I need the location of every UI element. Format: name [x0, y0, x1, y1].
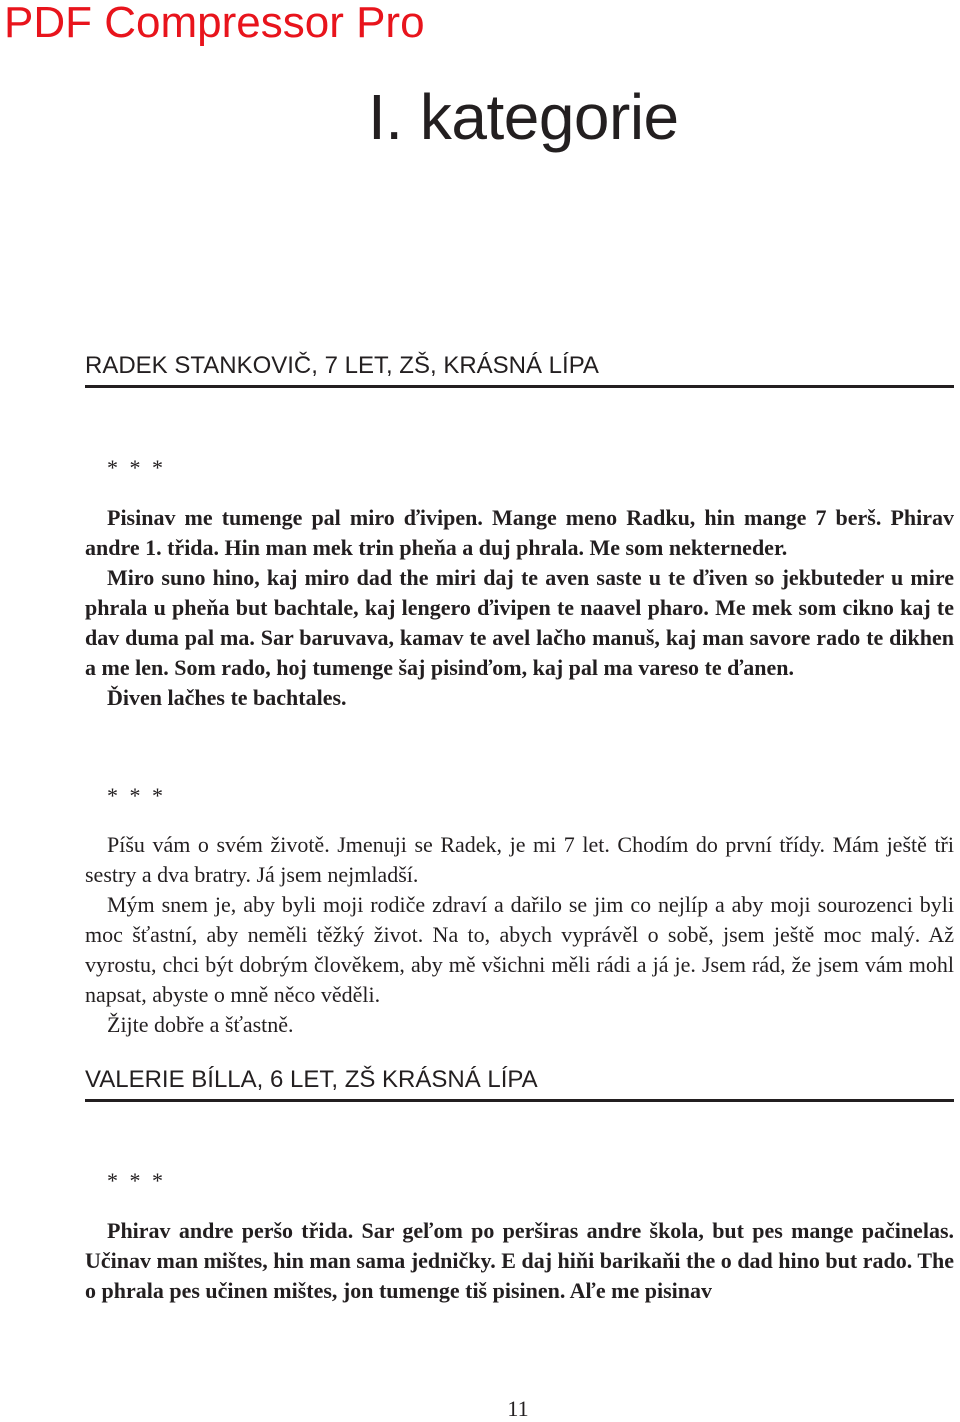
paragraph: Žijte dobře a šťastně. — [107, 1012, 294, 1037]
poem-separator: * * * — [107, 455, 166, 480]
section-heading-valerie: VALERIE BÍLLA, 6 LET, ZŠ KRÁSNÁ LÍPA — [85, 1066, 954, 1102]
paragraph: Miro suno hino, kaj miro dad the miri daj te aven saste u te ďiven so jekbuteder u mire phrala u pheňa but bachtale, kaj lengero ďivipen te naavel pharo. Me mek som cikno kaj te dav duma pal ma. Sar baruvava, kamav te avel lačho manuš, kaj man savore rado te dikhen a me len. Som rado, hoj tumenge šaj pisinďom, kaj pal ma vareso te ďanen. — [85, 565, 954, 680]
paragraph: Mým snem je, aby byli moji rodiče zdraví a dařilo se jim co nejlíp a aby moji sourozenci byli moc šťastní, aby neměli těžký život. Na to, abych vyprávěl o sobě, jsem ještě moc malý. Až vyrostu, chci být dobrým člověkem, aby mě všichni měli rádi a já je. Jsem rád, že jsem vám mohl napsat, abyste o mně něco věděli. — [85, 892, 954, 1007]
poem-separator: * * * — [107, 783, 166, 808]
poem-text-czech — [85, 830, 954, 1040]
poem-text-romani — [85, 1216, 954, 1306]
watermark: PDF Compressor Pro — [4, 0, 425, 47]
paragraph: Ďiven lačhes te bachtales. — [107, 685, 347, 710]
poem-separator: * * * — [107, 1168, 166, 1193]
poem-text-romani — [85, 503, 954, 713]
paragraph: Phirav andre peršo třida. Sar geľom po perširas andre škola, but pes mange pačinelas. Učinav man mištes, hin man sama jedničky. E daj hiňi barikaňi the o dad hino but rado. The o phrala pes učinen mištes, jon tumenge tiš pisinen. Aľe me pisinav — [85, 1218, 954, 1303]
section-heading-radek: RADEK STANKOVIČ, 7 LET, ZŠ, KRÁSNÁ LÍPA — [85, 352, 954, 388]
page-number: 11 — [507, 1396, 529, 1421]
paragraph: Píšu vám o svém životě. Jmenuji se Radek, je mi 7 let. Chodím do první třídy. Mám ještě tři sestry a dva bratry. Já jsem nejmladší. — [85, 832, 954, 887]
chapter-title: I. kategorie — [368, 81, 679, 153]
paragraph: Pisinav me tumenge pal miro ďivipen. Mange meno Radku, hin mange 7 berš. Phirav andre 1. třida. Hin man mek trin pheňa a duj phrala. Me som nekterneder. — [85, 505, 954, 560]
